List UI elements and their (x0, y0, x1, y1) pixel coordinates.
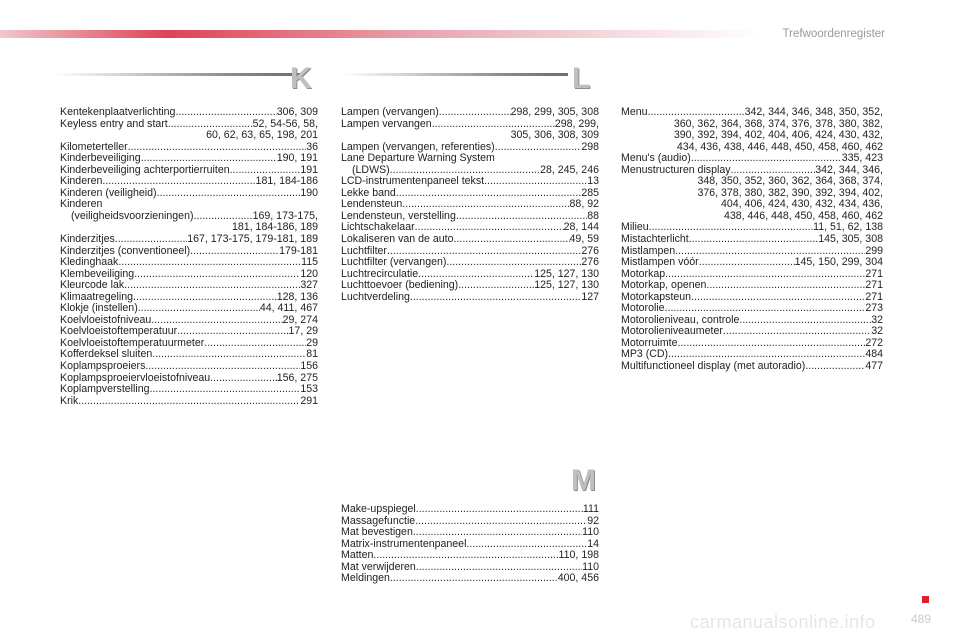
entry-pages: 271 (865, 290, 883, 303)
entry-pages: 169, 173-175, (252, 209, 318, 222)
entry-term: Luchtfilter (341, 244, 387, 257)
entry-pages: 44, 411, 467 (259, 302, 318, 315)
entry-pages: 28, 144 (563, 221, 599, 234)
entry-leader-dots (396, 188, 582, 200)
index-entry (60, 234, 318, 246)
entry-term: Milieu (621, 221, 649, 234)
index-entry (621, 107, 883, 119)
index-column-l (341, 107, 599, 303)
entry-pages: 272 (865, 336, 883, 349)
entry-term: Luchtfilter (vervangen) (341, 256, 447, 269)
entry-pages: 276 (581, 256, 599, 269)
entry-pages: 335, 423 (841, 152, 883, 165)
entry-term: Lichtschakelaar (341, 221, 415, 234)
entry-term: Kinderzitjes (60, 233, 115, 246)
entry-leader-dots (118, 257, 301, 269)
entry-leader-dots (415, 516, 587, 528)
header-accent-bar (0, 30, 760, 38)
index-entry (60, 384, 318, 396)
entry-pages: 88, 92 (569, 198, 599, 211)
entry-term: Motorolie (621, 302, 665, 315)
entry-pages: 110 (582, 526, 599, 539)
entry-term: Menustructuren display (621, 163, 731, 176)
entry-term: Kinderzitjes (conventioneel) (60, 244, 191, 257)
section-letter-l: L (572, 62, 591, 95)
entry-pages: 125, 127, 130 (534, 279, 599, 292)
entry-term: Lokaliseren van de auto (341, 233, 454, 246)
entry-pages: 145, 150, 299, 304 (794, 256, 883, 269)
index-entry (341, 257, 599, 269)
entry-pages: 49, 59 (569, 233, 599, 246)
section-rule-l (342, 73, 568, 76)
entry-term: Kinderbeveiliging achterportierruiten (60, 163, 230, 176)
entry-leader-dots (115, 234, 187, 246)
entry-term: Luchttoevoer (bediening) (341, 279, 459, 292)
entry-leader-dots (678, 338, 866, 350)
entry-pages: 156, 275 (276, 371, 318, 384)
entry-term: Menu's (audio) (621, 152, 691, 165)
entry-term: Koplampsproeiervloeistofniveau (60, 371, 211, 384)
entry-pages: 81 (306, 348, 318, 361)
entry-pages: 190, 191 (276, 152, 318, 165)
entry-pages: 400, 456 (557, 572, 599, 585)
entry-term: Kinderbeveiliging (60, 152, 141, 165)
entry-pages: 115 (301, 256, 318, 269)
entry-term: Koplampsproeiers (60, 360, 146, 373)
entry-leader-dots (78, 396, 300, 408)
index-entry (341, 504, 599, 516)
entry-pages: 36 (306, 140, 318, 153)
entry-term: Meldingen (341, 572, 390, 585)
entry-pages: 110, 198 (558, 549, 599, 562)
entry-pages-continued: 305, 306, 308, 309 (510, 129, 599, 142)
entry-term: Menu (621, 106, 648, 118)
entry-term: Matrix-instrumentenpaneel (341, 537, 467, 550)
entry-term: Mistlampen vóór (621, 256, 699, 269)
section-letter-k: K (290, 62, 312, 95)
entry-pages: 153 (300, 383, 318, 396)
entry-pages: 11, 51, 62, 138 (813, 221, 883, 234)
entry-leader-dots (190, 246, 279, 258)
index-column-m (341, 504, 599, 585)
index-entry (621, 234, 883, 246)
entry-leader-dots (706, 280, 865, 292)
entry-pages: 298, 299, (554, 117, 599, 130)
entry-term: Lendensteun, verstelling (341, 209, 456, 222)
entry-pages: 111 (582, 503, 599, 515)
entry-leader-dots (689, 234, 818, 246)
index-entry (341, 107, 599, 119)
index-entry (60, 107, 318, 119)
entry-leader-dots (210, 373, 277, 385)
index-entry (621, 153, 883, 165)
entry-pages-continued: 390, 392, 394, 402, 404, 406, 424, 430, 432, (673, 129, 883, 142)
entry-leader-dots (124, 280, 300, 292)
entry-pages-continued: 376, 378, 380, 382, 390, 392, 394, 402, (697, 186, 883, 199)
index-entry (60, 257, 318, 269)
entry-leader-dots (723, 326, 871, 338)
entry-term: Klembeveiliging (60, 267, 135, 280)
entry-pages-continued: 181, 184-186, 189 (231, 221, 318, 234)
entry-term: Motorruimte (621, 336, 678, 349)
section-rule-k (56, 73, 300, 76)
entry-term: Mistachterlicht (621, 233, 689, 246)
index-entry (621, 361, 883, 373)
entry-leader-dots (134, 269, 300, 281)
entry-pages: 298 (581, 140, 599, 153)
entry-term: Kinderen (veiligheid) (60, 186, 157, 199)
entry-term: Mat bevestigen (341, 526, 413, 539)
entry-leader-dots (150, 384, 301, 396)
entry-pages: 299 (865, 244, 883, 257)
index-entry (341, 550, 599, 562)
entry-leader-dots (141, 153, 277, 165)
entry-leader-dots (416, 504, 583, 516)
entry-leader-dots (484, 176, 587, 188)
entry-term: MP3 (CD) (621, 348, 669, 361)
entry-term: Mistlampen (621, 244, 676, 257)
entry-term: Lampen (vervangen) (341, 106, 439, 118)
entry-term: (veiligheidsvoorzieningen) (71, 209, 194, 222)
entry-pages: 190 (300, 186, 318, 199)
entry-leader-dots (458, 280, 534, 292)
entry-term: Krik (60, 394, 79, 407)
entry-leader-dots (739, 315, 871, 327)
entry-term: Motorkap (621, 267, 666, 280)
entry-pages: 14 (587, 537, 599, 550)
entry-pages: 92 (587, 514, 599, 527)
entry-term: Koelvloeistoftemperatuurmeter (60, 336, 205, 349)
entry-pages: 145, 305, 308 (818, 233, 883, 246)
entry-pages: 125, 127, 130 (534, 267, 599, 280)
entry-leader-dots (495, 142, 582, 154)
entry-pages-continued: 360, 362, 364, 368, 374, 376, 378, 380, 382, (673, 117, 883, 130)
entry-leader-dots (691, 153, 842, 165)
entry-pages: 28, 245, 246 (540, 163, 599, 176)
entry-pages: 128, 136 (276, 290, 318, 303)
entry-term: Lampen (vervangen, referenties) (341, 140, 495, 153)
index-entry (60, 153, 318, 165)
entry-term: Motorkapsteun (621, 290, 692, 303)
index-entry (341, 292, 599, 304)
entry-pages: 127 (581, 290, 599, 303)
watermark: carmanualsonline.info (690, 612, 876, 632)
entry-pages: 276 (581, 244, 599, 257)
entry-leader-dots (157, 188, 301, 200)
entry-leader-dots (454, 234, 570, 246)
entry-term: Koplampverstelling (60, 383, 150, 396)
page-number: 489 (911, 612, 932, 626)
entry-pages-continued: 438, 446, 448, 450, 458, 460, 462 (723, 209, 883, 222)
entry-term: Koelvloeistofniveau (60, 313, 152, 326)
entry-term: (LDWS) (352, 163, 390, 176)
entry-pages: 477 (865, 360, 883, 373)
entry-pages: 291 (300, 394, 318, 407)
entry-leader-dots (133, 292, 277, 304)
entry-pages-continued: 434, 436, 438, 446, 448, 450, 458, 460, 462 (676, 140, 883, 153)
entry-pages: 298, 299, 305, 308 (510, 106, 599, 118)
entry-pages: 88 (587, 209, 599, 222)
entry-term: Matten (341, 549, 374, 562)
entry-pages: 271 (865, 279, 883, 292)
index-column-k (60, 107, 318, 407)
entry-leader-dots (145, 361, 300, 373)
entry-pages-continued: 404, 406, 424, 430, 432, 434, 436, (721, 198, 883, 211)
entry-pages: 285 (581, 186, 599, 199)
entry-term: Luchtrecirculatie (341, 267, 419, 280)
entry-pages: 32 (871, 325, 883, 338)
entry-term: Lekke band (341, 186, 396, 199)
entry-leader-dots (805, 361, 865, 373)
entry-term: Kofferdeksel sluiten (60, 348, 153, 361)
entry-term: Multifunctioneel display (met autoradio) (621, 360, 806, 373)
entry-term: Massagefunctie (341, 514, 416, 527)
entry-pages: 191 (300, 163, 318, 176)
entry-term: Koelvloeistoftemperatuur (60, 325, 178, 338)
entry-term: Kentekenplaatverlichting (60, 106, 176, 118)
entry-pages: 29, 274 (282, 313, 318, 326)
entry-leader-dots (648, 107, 745, 119)
section-letter-m: M (571, 464, 596, 497)
entry-leader-dots (439, 107, 511, 119)
page-title: Trefwoordenregister (782, 28, 885, 40)
entry-term: Mat verwijderen (341, 560, 416, 573)
entry-pages: 167, 173-175, 179-181, 189 (187, 233, 318, 246)
page-marker (922, 596, 929, 603)
entry-term: Lendensteun (341, 198, 403, 211)
index-entry (621, 257, 883, 269)
entry-term: Motorolieniveaumeter (621, 325, 723, 338)
entry-term: Make-upspiegel (341, 503, 416, 515)
index-column-m-continued (621, 107, 883, 373)
index-entry (341, 153, 599, 165)
entry-leader-dots (410, 292, 581, 304)
index-entry (60, 361, 318, 373)
entry-leader-dots (413, 527, 582, 539)
entry-pages: 181, 184-186 (255, 175, 318, 188)
entry-leader-dots (138, 303, 260, 315)
entry-term: Motorolieniveau, controle (621, 313, 740, 326)
entry-pages: 29 (306, 336, 318, 349)
entry-pages-continued: 60, 62, 63, 65, 198, 201 (206, 129, 318, 142)
entry-leader-dots (691, 292, 865, 304)
entry-pages: 13 (587, 175, 599, 188)
entry-leader-dots (175, 107, 276, 119)
entry-pages: 342, 344, 346, (815, 163, 883, 176)
entry-pages: 179-181 (279, 244, 318, 257)
entry-leader-dots (204, 338, 306, 350)
entry-pages: 342, 344, 346, 348, 350, 352, (744, 106, 883, 118)
index-entry (341, 527, 599, 539)
entry-term: Kledinghaak (60, 256, 119, 269)
index-entry (341, 234, 599, 246)
entry-pages: 273 (865, 302, 883, 315)
entry-pages: 327 (300, 279, 318, 292)
entry-pages: 110 (582, 560, 599, 573)
entry-leader-dots (373, 550, 558, 562)
entry-term: Lampen vervangen (341, 117, 432, 130)
index-entry (60, 396, 318, 408)
entry-term: LCD-instrumentenpaneel tekst (341, 175, 485, 188)
index-entry (341, 573, 599, 585)
entry-term: Kinderen (60, 175, 103, 188)
entry-pages: 32 (871, 313, 883, 326)
entry-leader-dots (699, 257, 795, 269)
entry-term: Klokje (instellen) (60, 302, 138, 315)
entry-term: Motorkap, openen (621, 279, 707, 292)
entry-pages: 52, 54-56, 58, (252, 117, 318, 130)
entry-pages-continued: 348, 350, 352, 360, 362, 364, 368, 374, (697, 175, 883, 188)
entry-pages: 306, 309 (276, 106, 318, 118)
entry-term: Luchtverdeling (341, 290, 410, 303)
entry-pages: 156 (300, 360, 318, 373)
entry-term: Keyless entry and start (60, 117, 168, 130)
entry-leader-dots (390, 573, 558, 585)
entry-term: Kleurcode lak (60, 279, 125, 292)
entry-pages: 271 (865, 267, 883, 280)
entry-term: Lane Departure Warning System (341, 152, 495, 165)
entry-pages: 120 (300, 267, 318, 280)
entry-pages: 17, 29 (288, 325, 318, 338)
entry-leader-dots (152, 349, 306, 361)
entry-leader-dots (446, 257, 581, 269)
entry-term: Kilometerteller (60, 140, 128, 153)
entry-term: Kinderen (60, 198, 103, 211)
entry-pages: 484 (865, 348, 883, 361)
entry-term: Klimaatregeling (60, 290, 134, 303)
